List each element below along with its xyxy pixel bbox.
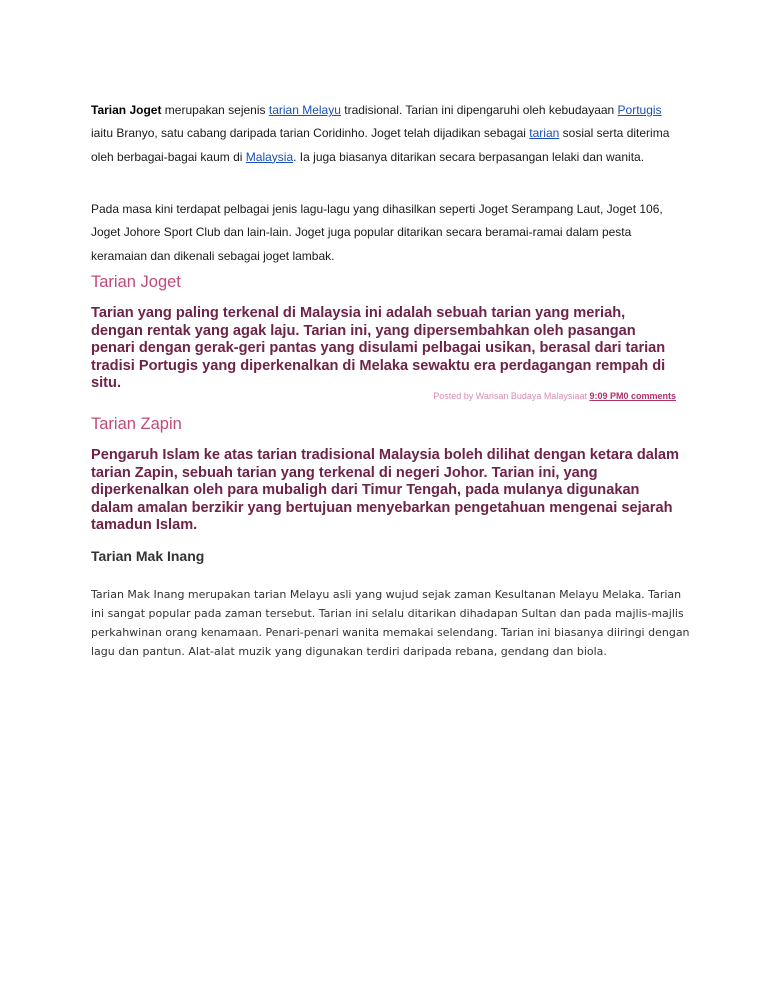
post-meta (433, 391, 676, 401)
intro-text-3: iaitu Branyo, satu cabang daripada tarian Coridinho. Joget telah dijadikan sebagai (91, 126, 530, 141)
heading-tarian-zapin: Tarian Zapin (91, 415, 182, 433)
link-portugis[interactable]: Portugis (617, 103, 662, 117)
zapin-body: Pengaruh Islam ke atas tarian tradisional Malaysia boleh dilihat dengan ketara dalam tarian Zapin, sebuah tarian yang terkenal di negeri Johor. Tarian ini, yang diperkenalkan oleh para mubaligh dari Timur Tengah, pada mulanya digunakan dalam amalan berzikir yang bertujuan menyebarkan pengetahuan mengenai sejarah tamadun Islam. (91, 447, 680, 534)
comments-link[interactable]: 0 comments (623, 391, 676, 401)
second-paragraph: Pada masa kini terdapat pelbagai jenis lagu-lagu yang dihasilkan seperti Joget Serampang Laut, Joget 106, Joget Johore Sport Club dan lain-lain. Joget juga popular ditarikan secara beramai-ramai dalam pesta keramaian dan dikenali sebagai joget lambak. (91, 202, 663, 263)
intro-text-1: merupakan sejenis (161, 103, 269, 117)
intro-text-5: . Ia juga biasanya ditarikan secara berpasangan lelaki dan wanita. (293, 149, 645, 164)
posted-by-text: Posted by Warisan Budaya Malaysiaat (433, 391, 590, 401)
intro-text-2: tradisional. Tarian ini dipengaruhi oleh kebudayaan (340, 103, 618, 117)
link-tarian-melayu[interactable]: tarian Melayu (268, 103, 341, 117)
link-malaysia[interactable]: Malaysia (245, 149, 294, 164)
intro-text-4: sosial serta diterima oleh berbagai-bagai kaum di (91, 126, 670, 164)
post-time-link[interactable]: 9:09 PM (589, 391, 624, 401)
link-tarian[interactable]: tarian (529, 126, 560, 141)
mak-inang-body: Tarian Mak Inang merupakan tarian Melayu asli yang wujud sejak zaman Kesultanan Melayu Melaka. Tarian ini sangat popular pada zaman tersebut. Tarian ini selalu ditarikan dihadapan Sultan dan pada majlis-majlis perkahwinan orang kenamaan. Penari-penari wanita memakai selendang. Tarian ini biasanya diiringi dengan lagu dan pantun. Alat-alat muzik yang digunakan terdiri daripada rebana, gendang dan biola. (91, 588, 690, 659)
heading-tarian-mak-inang: Tarian Mak Inang (91, 548, 205, 564)
joget-body: Tarian yang paling terkenal di Malaysia ini adalah sebuah tarian yang meriah, dengan rentak yang agak laju. Tarian ini, yang dipersembahkan oleh pasangan penari dengan gerak-geri pantas yang disulami pelbagai usikan, berasal dari tarian tradisi Portugis yang diperkenalkan di Melaka sewaktu era perdagangan rempah di situ. (91, 305, 666, 392)
intro-bold-lead: Tarian Joget (91, 103, 162, 117)
heading-tarian-joget: Tarian Joget (91, 273, 181, 291)
intro-paragraph (91, 99, 681, 169)
